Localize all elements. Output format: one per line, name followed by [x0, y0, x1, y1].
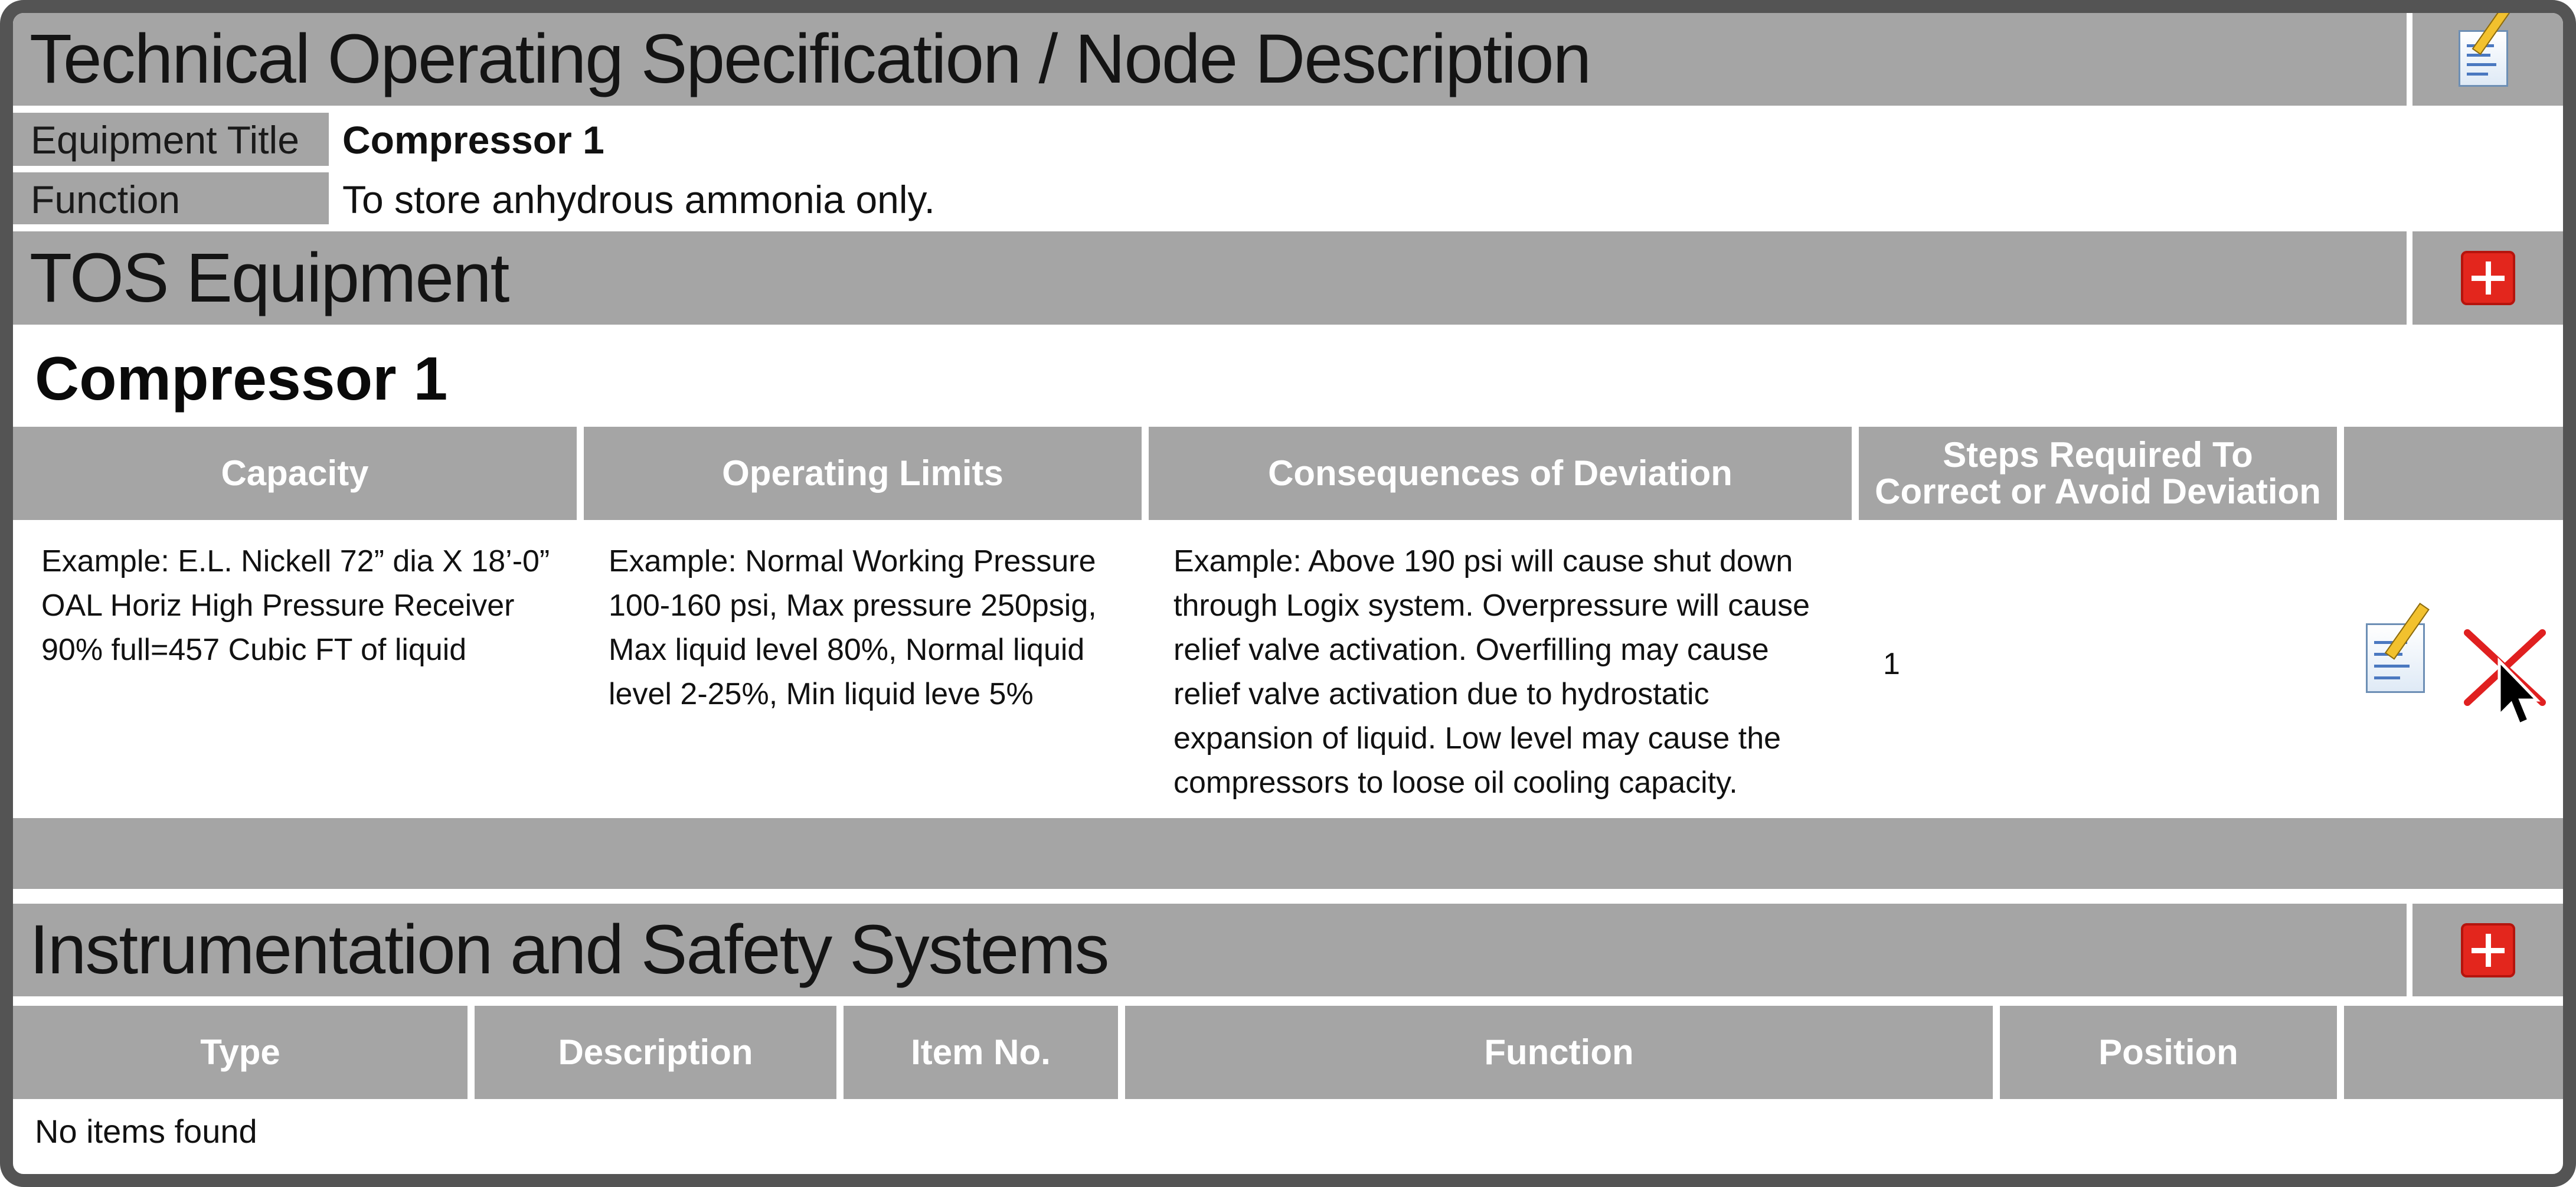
equipment-title-value: Compressor 1 [342, 118, 604, 162]
cell-text-line: Example: E.L. Nickell 72” dia X 18’-0” [41, 544, 550, 578]
table-footer-bar [13, 818, 2563, 889]
column-header-operating-limits: Operating Limits [584, 427, 1142, 520]
empty-message: No items found [35, 1113, 257, 1150]
edit-node-button[interactable] [2412, 13, 2563, 106]
cell-text-line: Example: Above 190 psi will cause shut down [1173, 544, 1793, 578]
cell-text-line: expansion of liquid. Low level may cause the [1173, 721, 1781, 756]
cell-text-line: Max liquid level 80%, Normal liquid [609, 633, 1085, 667]
cell-text-line: through Logix system. Overpressure will cause [1173, 588, 1810, 623]
equipment-name-heading: Compressor 1 [35, 345, 448, 413]
cell-text-line: 90% full=457 Cubic FT of liquid [41, 633, 467, 667]
instrumentation-title: Instrumentation and Safety Systems [13, 904, 2407, 996]
cell-capacity [41, 539, 550, 672]
add-equipment-button[interactable] [2412, 231, 2563, 325]
cell-steps: 1 [1883, 647, 1900, 681]
add-icon [2461, 923, 2515, 977]
add-icon [2461, 251, 2515, 305]
cell-text-line: relief valve activation due to hydrostatic [1173, 677, 1709, 711]
cell-consequences [1173, 539, 1810, 805]
function-label: Function [13, 172, 329, 224]
column-header-steps-line1: Steps Required To [1943, 435, 2253, 475]
edit-row-button[interactable] [2360, 615, 2440, 701]
cell-text-line: Example: Normal Working Pressure [609, 544, 1096, 578]
column-header-consequences: Consequences of Deviation [1149, 427, 1852, 520]
column-header-actions [2344, 1006, 2563, 1099]
cell-operating-limits [609, 539, 1097, 717]
add-instrument-button[interactable] [2412, 904, 2563, 996]
function-value: To store anhydrous ammonia only. [342, 178, 935, 221]
cell-text-line: 100-160 psi, Max pressure 250psig, [609, 588, 1097, 623]
equipment-title-label: Equipment Title [13, 113, 329, 166]
delete-row-button[interactable] [2457, 615, 2551, 739]
mouse-cursor-icon [2499, 661, 2537, 724]
cell-text-line: compressors to loose oil cooling capacity. [1173, 766, 1738, 800]
column-header-capacity: Capacity [13, 427, 577, 520]
column-header-position: Position [2000, 1006, 2337, 1099]
tos-equipment-title: TOS Equipment [13, 231, 2407, 325]
column-header-item-no: Item No. [844, 1006, 1118, 1099]
column-header-actions [2344, 427, 2563, 520]
column-header-function: Function [1125, 1006, 1993, 1099]
edit-icon [2360, 615, 2440, 701]
node-description-title: Technical Operating Specification / Node Description [13, 13, 2407, 106]
cell-text-line: relief valve activation. Overfilling may cause [1173, 633, 1769, 667]
column-header-type: Type [13, 1006, 468, 1099]
column-header-description: Description [475, 1006, 836, 1099]
cell-text-line: level 2-25%, Min liquid leve 5% [609, 677, 1034, 711]
column-header-steps-line2: Correct or Avoid Deviation [1875, 472, 2321, 511]
cell-text-line: OAL Horiz High Pressure Receiver [41, 588, 515, 623]
delete-icon [2457, 615, 2551, 739]
column-header-steps [1859, 427, 2337, 520]
edit-sheet-icon [2453, 24, 2523, 95]
